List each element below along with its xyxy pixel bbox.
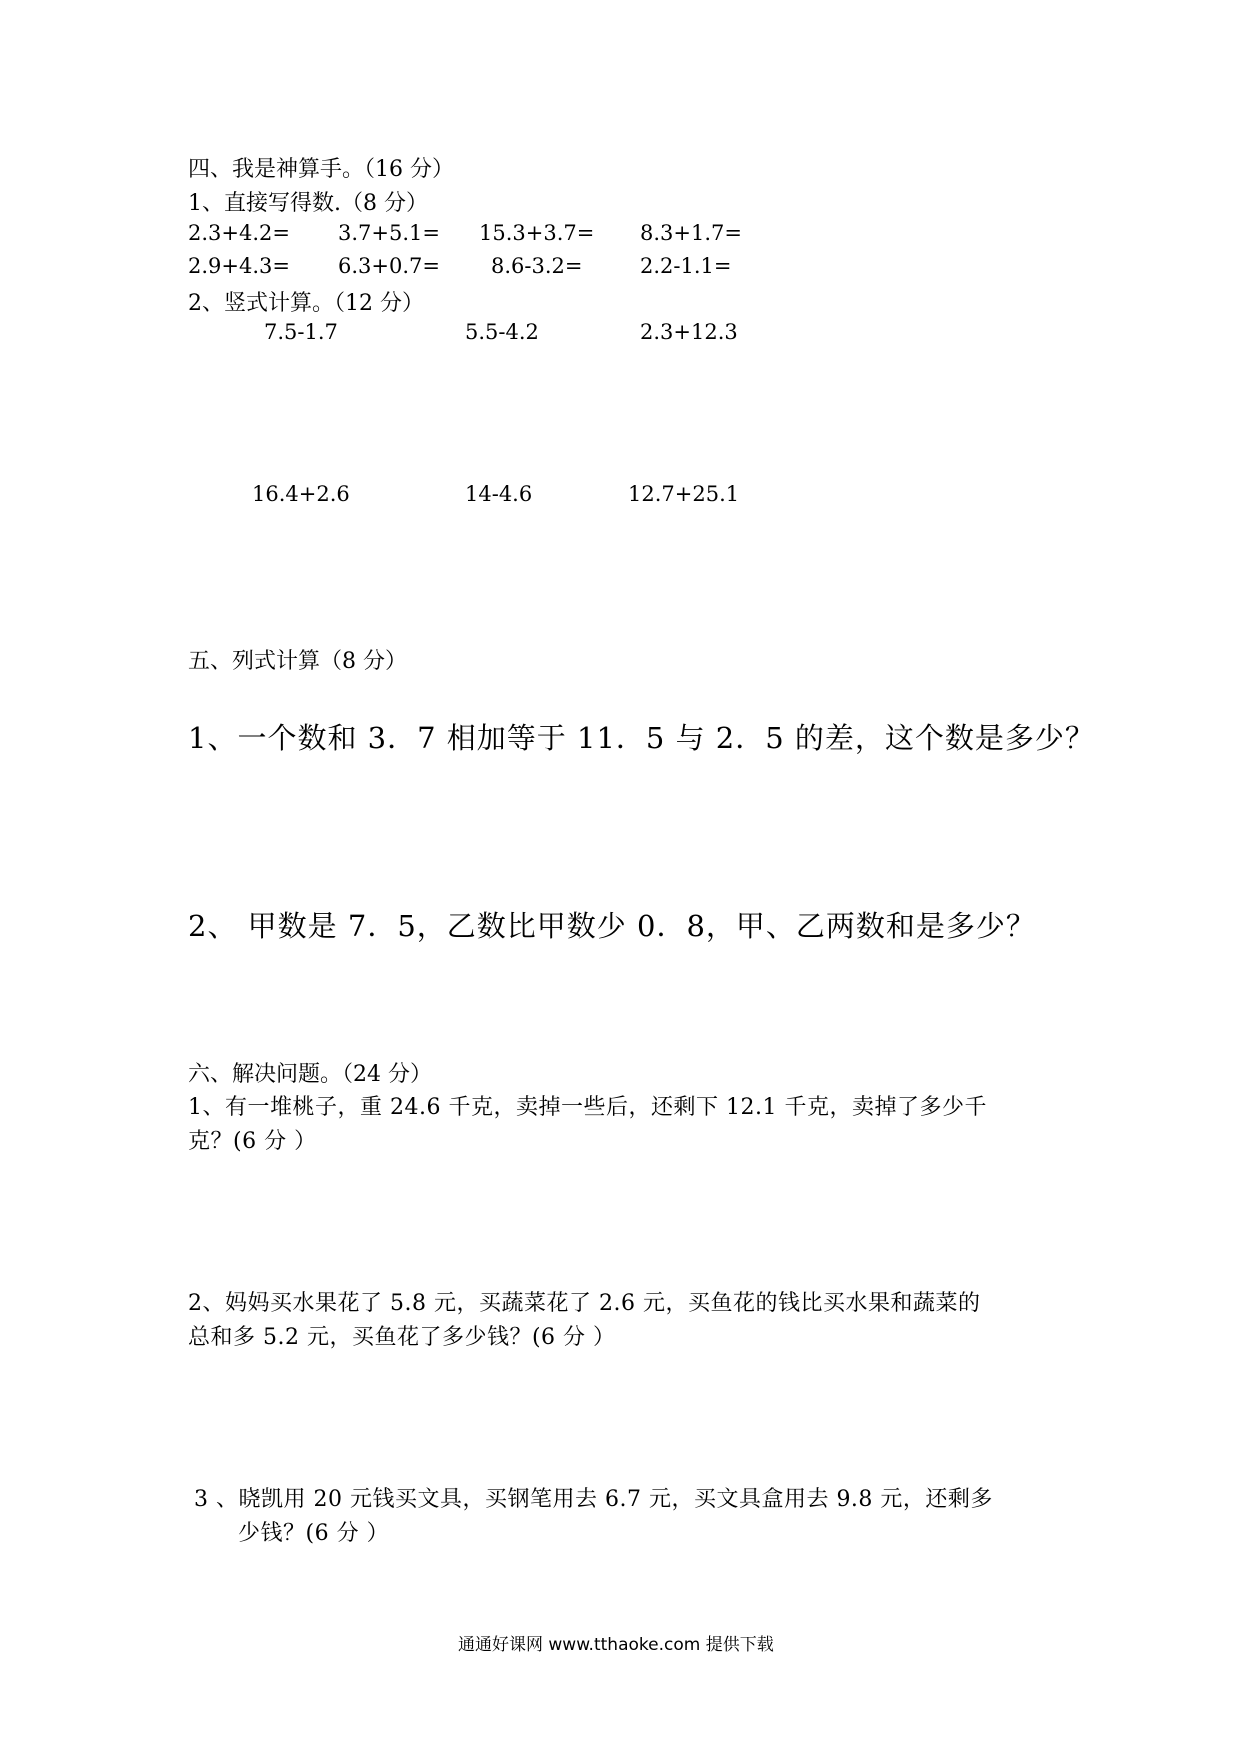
section4-title: 四、我是神算手。（16 分）: [188, 157, 454, 182]
oral-calc-item: 6.3+0.7=: [338, 254, 440, 278]
oral-calc-item: 2.9+4.3=: [188, 254, 290, 278]
vertical-calc-item: 14-4.6: [465, 482, 533, 506]
section6-question-1-line1: 1、有一堆桃子，重 24.6 千克，卖掉一些后，还剩下 12.1 千克，卖掉了多少千: [188, 1095, 987, 1120]
footer-credit: 通通好课网 www.tthaoke.com 提供下载: [458, 1635, 774, 1655]
section6-question-1-line2: 克？(6 分 ）: [188, 1129, 317, 1154]
section6-question-3-line2: 少钱？(6 分 ）: [238, 1521, 390, 1546]
section6-question-2-line2: 总和多 5.2 元，买鱼花了多少钱？(6 分 ）: [188, 1325, 616, 1350]
oral-calc-item: 15.3+3.7=: [479, 221, 595, 245]
vertical-calc-item: 12.7+25.1: [628, 482, 740, 506]
vertical-calc-item: 2.3+12.3: [640, 320, 738, 344]
section6-title: 六、解决问题。（24 分）: [188, 1062, 432, 1087]
section5-question-2: 2、 甲数是 7．5，乙数比甲数少 0．8，甲、乙两数和是多少？: [188, 909, 1036, 943]
vertical-calc-item: 16.4+2.6: [252, 482, 350, 506]
section6-question-2-line1: 2、妈妈买水果花了 5.8 元，买蔬菜花了 2.6 元，买鱼花的钱比买水果和蔬菜的: [188, 1291, 981, 1316]
section6-question-3-line1: 3 、晓凯用 20 元钱买文具，买钢笔用去 6.7 元，买文具盒用去 9.8 元，还剩多: [194, 1487, 993, 1512]
oral-calc-item: 3.7+5.1=: [338, 221, 440, 245]
oral-calc-item: 2.2-1.1=: [640, 254, 732, 278]
oral-calc-item: 8.3+1.7=: [640, 221, 742, 245]
section4-part1-title: 1、直接写得数.（8 分）: [188, 191, 428, 216]
section5-title: 五、列式计算（8 分）: [188, 649, 407, 674]
section5-question-1: 1、一个数和 3．7 相加等于 11．5 与 2．5 的差，这个数是多少？: [188, 721, 1095, 755]
vertical-calc-item: 7.5-1.7: [264, 320, 338, 344]
section4-part2-title: 2、竖式计算。（12 分）: [188, 291, 424, 316]
oral-calc-item: 2.3+4.2=: [188, 221, 290, 245]
vertical-calc-item: 5.5-4.2: [465, 320, 539, 344]
oral-calc-item: 8.6-3.2=: [491, 254, 583, 278]
